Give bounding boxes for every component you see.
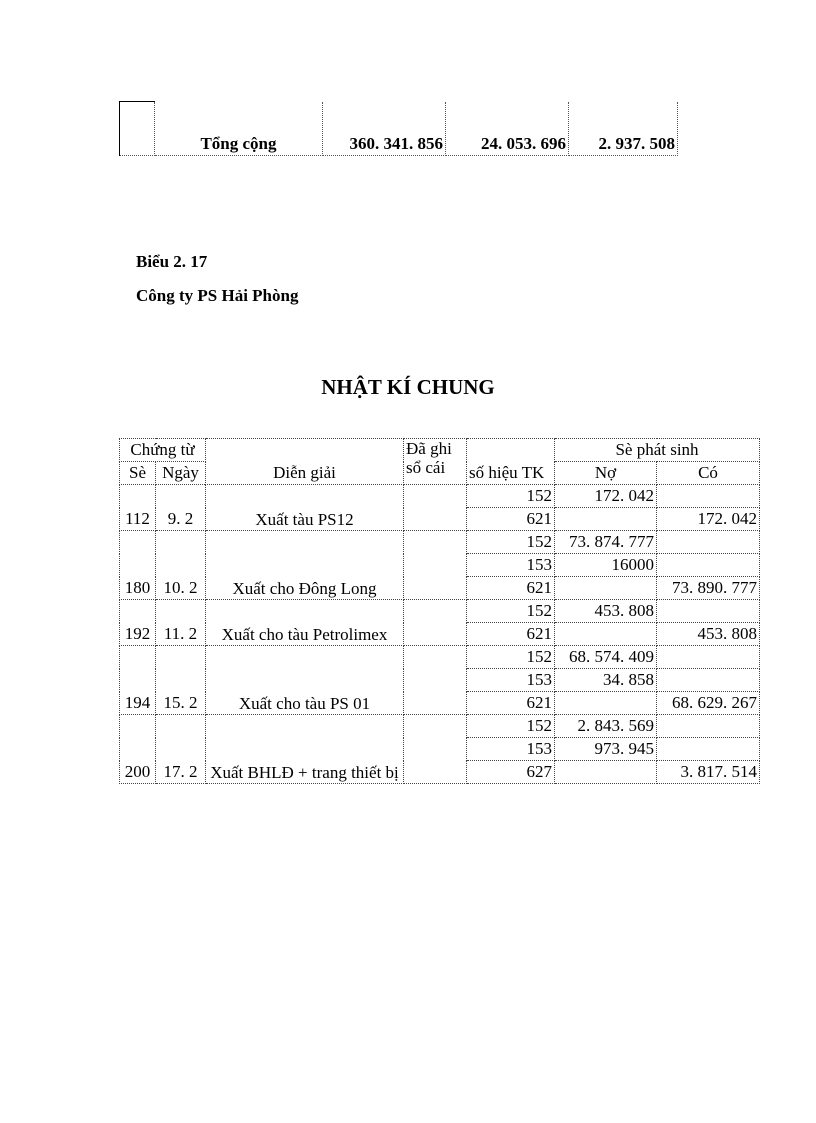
- entry-ngay: 17. 2: [156, 715, 206, 784]
- header-dien-giai: Diễn giải: [206, 439, 404, 485]
- header-row-1: [120, 439, 760, 462]
- entry-co: [657, 715, 760, 738]
- header-no: Nợ: [555, 462, 657, 485]
- entry-so: 112: [120, 485, 156, 531]
- entry-no: 2. 843. 569: [555, 715, 657, 738]
- entry-no: 453. 808: [555, 600, 657, 623]
- journal-table: [119, 438, 760, 784]
- header-ngay: Ngày: [156, 462, 206, 485]
- entry-co: 453. 808: [657, 623, 760, 646]
- entry-co: 3. 817. 514: [657, 761, 760, 784]
- entry-so: 180: [120, 531, 156, 600]
- entry-co: [657, 554, 760, 577]
- entry-no: 73. 874. 777: [555, 531, 657, 554]
- entry-co: 73. 890. 777: [657, 577, 760, 600]
- entry-so-hieu-tk: 621: [467, 623, 555, 646]
- entry-no: 16000: [555, 554, 657, 577]
- entry-no: 68. 574. 409: [555, 646, 657, 669]
- header-chung-tu: Chứng từ: [120, 439, 206, 462]
- entry-so: 192: [120, 600, 156, 646]
- company-name: Công ty PS Hải Phòng: [136, 286, 299, 305]
- entry-so-hieu-tk: 152: [467, 646, 555, 669]
- header-so-phat-sinh: Sè phát sinh: [555, 439, 760, 462]
- summary-table: [119, 101, 678, 156]
- entry-da-ghi: [404, 531, 467, 600]
- table-row: [120, 600, 760, 623]
- entry-co: 172. 042: [657, 508, 760, 531]
- entry-co: [657, 600, 760, 623]
- entry-so-hieu-tk: 152: [467, 715, 555, 738]
- entry-no: [555, 692, 657, 715]
- entry-da-ghi: [404, 600, 467, 646]
- table-row: [120, 485, 760, 508]
- header-co: Có: [657, 462, 760, 485]
- header-da-ghi-so-cai: Đã ghi sổ cái: [404, 439, 467, 485]
- entry-ngay: 9. 2: [156, 485, 206, 531]
- entry-co: [657, 738, 760, 761]
- entry-so-hieu-tk: 621: [467, 692, 555, 715]
- table-row: [120, 646, 760, 669]
- entry-dien-giai: Xuất cho tàu PS 01: [206, 646, 404, 715]
- entry-no: [555, 623, 657, 646]
- entry-so-hieu-tk: 153: [467, 738, 555, 761]
- entry-co: [657, 531, 760, 554]
- entry-no: 172. 042: [555, 485, 657, 508]
- header-so: Sè: [120, 462, 156, 485]
- entry-da-ghi: [404, 646, 467, 715]
- entry-dien-giai: Xuất cho Đông Long: [206, 531, 404, 600]
- entry-dien-giai: Xuất tàu PS12: [206, 485, 404, 531]
- entry-so-hieu-tk: 153: [467, 669, 555, 692]
- page-title: NHẬT KÍ CHUNG: [321, 375, 495, 399]
- summary-row: [120, 102, 678, 156]
- entry-no: 973. 945: [555, 738, 657, 761]
- entry-no: [555, 761, 657, 784]
- summary-total-1: 360. 341. 856: [323, 102, 446, 156]
- entry-co: 68. 629. 267: [657, 692, 760, 715]
- entry-so: 194: [120, 646, 156, 715]
- entry-so-hieu-tk: 152: [467, 485, 555, 508]
- summary-label: Tổng cộng: [155, 102, 323, 156]
- entry-no: [555, 577, 657, 600]
- entry-no: 34. 858: [555, 669, 657, 692]
- entry-so: 200: [120, 715, 156, 784]
- summary-total-3: 2. 937. 508: [569, 102, 678, 156]
- entry-dien-giai: Xuất BHLĐ + trang thiết bị: [206, 715, 404, 784]
- form-reference: Biểu 2. 17: [136, 252, 208, 271]
- header-so-hieu-tk: số hiệu TK: [467, 439, 555, 485]
- entry-co: [657, 646, 760, 669]
- entry-ngay: 11. 2: [156, 600, 206, 646]
- entry-so-hieu-tk: 621: [467, 508, 555, 531]
- entry-so-hieu-tk: 627: [467, 761, 555, 784]
- entry-co: [657, 669, 760, 692]
- table-row: [120, 715, 760, 738]
- entry-dien-giai: Xuất cho tàu Petrolimex: [206, 600, 404, 646]
- entry-so-hieu-tk: 621: [467, 577, 555, 600]
- entry-no: [555, 508, 657, 531]
- entry-ngay: 15. 2: [156, 646, 206, 715]
- table-row: [120, 531, 760, 554]
- entry-so-hieu-tk: 152: [467, 531, 555, 554]
- summary-total-2: 24. 053. 696: [446, 102, 569, 156]
- entry-so-hieu-tk: 153: [467, 554, 555, 577]
- entry-ngay: 10. 2: [156, 531, 206, 600]
- entry-so-hieu-tk: 152: [467, 600, 555, 623]
- entry-co: [657, 485, 760, 508]
- entry-da-ghi: [404, 485, 467, 531]
- entry-da-ghi: [404, 715, 467, 784]
- summary-empty-cell: [120, 102, 155, 156]
